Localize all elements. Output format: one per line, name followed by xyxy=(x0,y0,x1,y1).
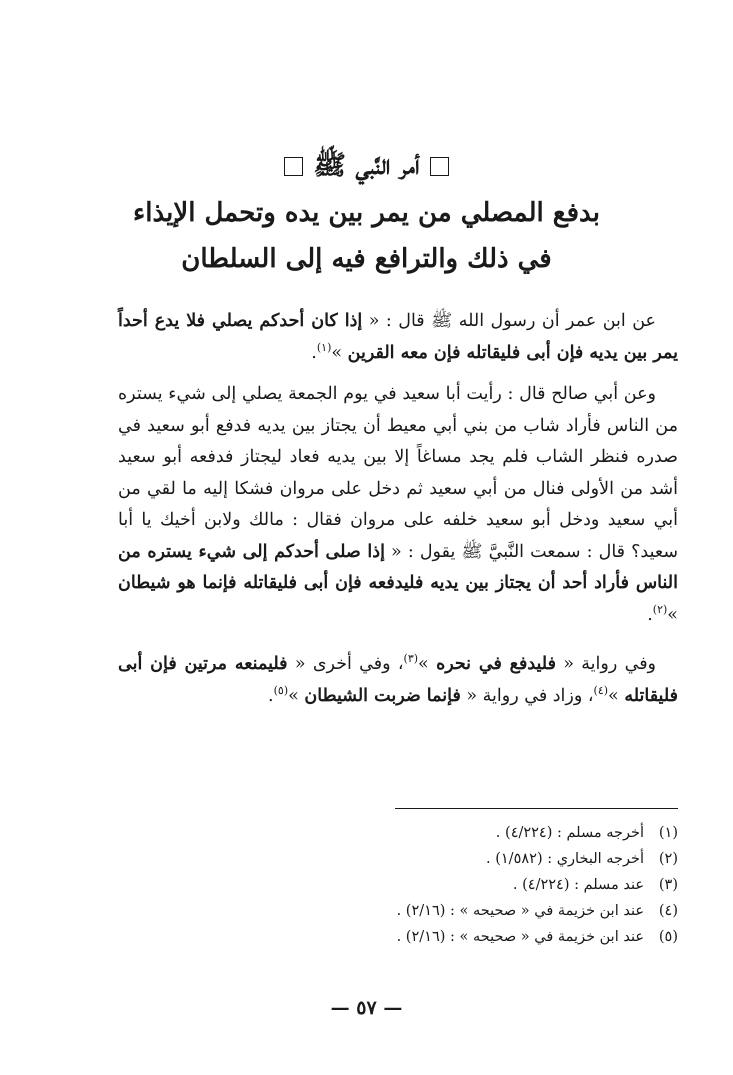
hadith-text: إذا كان أحدكم يصلي فلا يدع أحداً يمر بين يديه فإن أبى فليقاتله فإن معه القرين xyxy=(118,311,678,363)
footnote-ref: (٥) xyxy=(273,683,289,697)
chapter-heading-line-1: أمر النَّبي ﷺ xyxy=(0,148,733,188)
footnote-ref: (٣) xyxy=(403,652,419,666)
square-ornament-icon xyxy=(284,157,303,176)
page-number: — ٥٧ — xyxy=(330,997,403,1019)
footnote: (٣)عند مسلم : (٤/٢٢٤) . xyxy=(512,877,678,893)
footnote: (٥)عند ابن خزيمة في « صحيحه » : (٢/١٦) . xyxy=(396,929,678,945)
footnote: (٤)عند ابن خزيمة في « صحيحه » : (٢/١٦) . xyxy=(396,903,678,919)
footnote-ref: (١) xyxy=(316,340,332,354)
footnote-ref: (٤) xyxy=(593,683,609,697)
chapter-heading-line-2: بدفع المصلي من يمر بين يده وتحمل الإيذاء xyxy=(133,198,600,228)
hadith-paragraph-1: عن ابن عمر أن رسول الله ﷺ قال : « إذا كان أحدكم يصلي فلا يدع أحداً يمر بين يديه فإن أبى فليقاتله فإن معه القرين »$^{(١)}$. xyxy=(118,311,678,363)
footnote: (٢)أخرجه البخاري : (١/٥٨٢) . xyxy=(486,851,678,867)
main-text xyxy=(118,306,678,712)
variants-paragraph: وفي رواية « فليدفع في نحره »$^{(٣)}$، وفي أخرى « فليمنعه مرتين فإن أبى فليقاتله »$^{(٤)}$، وزاد في رواية « فإنما ضربت الشيطان »$^{(٥)}$. xyxy=(118,652,678,706)
hadith-paragraph-2: وعن أبي صالح قال : رأيت أبا سعيد في يوم الجمعة يصلي إلى شيء يستره من الناس فأراد شاب من بني أبي معيط أن يجتاز بين يديه فدفع أبو سعيد في صدره فنظر الشاب فلم يجد مساغاً إلا بين يديه فعاد ليجتاز فدفعه أبو سعيد أشد من الأولى فنال من أبي سعيد ثم دخل على مروان فشكا إليه ما لقي من أبي سعيد ودخل أبو سعيد خلفه على مروان فقال : مالك ولابن أخيك يا أبا سعيد؟ قال : سمعت النَّبيَّ ﷺ يقول : « إذا صلى أحدكم إلى شيء يستره من الناس فأراد أحد أن يجتاز بين يديه فليدفعه فإن أبى فليقاتله فإنما هو شيطان »$^{(٢)}$. xyxy=(118,384,678,625)
footnote-separator xyxy=(395,808,678,809)
footnotes xyxy=(300,820,678,950)
chapter-heading-line-3: في ذلك والترافع فيه إلى السلطان xyxy=(181,244,552,274)
hadith-text: إذا صلى أحدكم إلى شيء يستره من الناس فأراد أحد أن يجتاز بين يديه فليدفعه فإن أبى فليقاتله فإنما هو شيطان xyxy=(118,541,678,593)
footnote: (١)أخرجه مسلم : (٤/٢٢٤) . xyxy=(495,825,678,841)
square-ornament-icon xyxy=(430,157,449,176)
footnote-ref: (٢) xyxy=(652,602,668,616)
